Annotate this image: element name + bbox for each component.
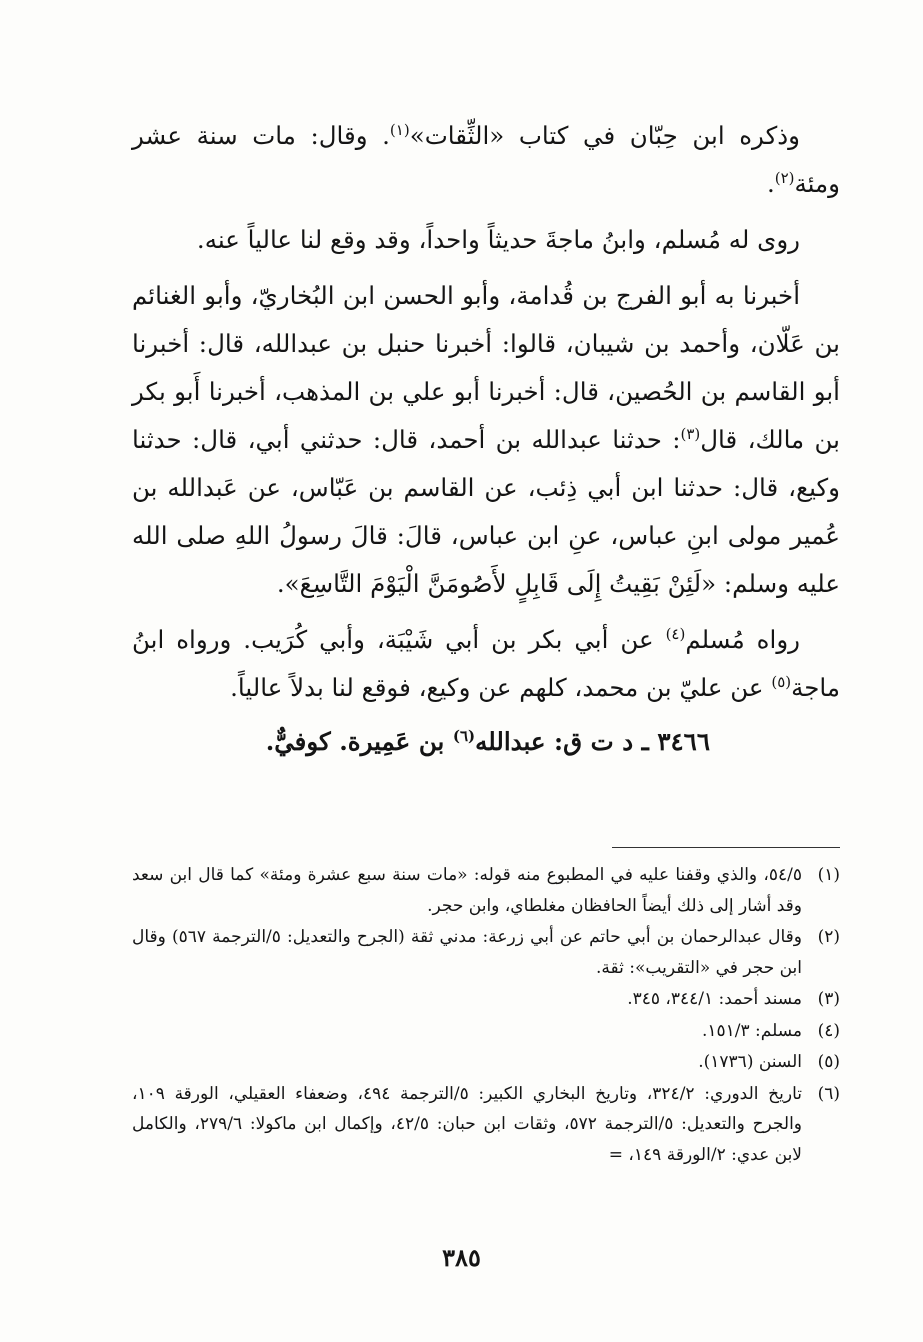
footnote-ref-4[interactable]: (٤) <box>665 624 686 643</box>
footnote-3 <box>132 984 840 1015</box>
footnote-ref-3[interactable]: (٣) <box>680 424 701 443</box>
footnote-text: مسند أحمد: ٣٤٤/١، ٣٤٥. <box>627 989 802 1009</box>
footnote-1 <box>132 860 840 921</box>
footnote-text: مسلم: ١٥١/٣. <box>701 1020 802 1041</box>
text-span: أخبرنا به أبو الفرج بن قُدامة، وأبو الحسن ابن البُخاريّ، وأبو الغنائم بن عَلّان، وأحمد بن شيبان، قالوا: أخبرنا حنبل بن عبدالله، قال: أخبرنا أبو القاسم بن الحُصين، قال: أخبرنا أبو علي بن المذهب، أخبرنا أَبو بكر بن مالك، قال <box>132 281 840 454</box>
footnote-number: (٣) <box>817 989 840 1009</box>
footnote-text: وقال عبدالرحمان بن أبي حاتم عن أبي زرعة: مدني ثقة (الجرح والتعديل: ٥/الترجمة ٥٦٧) وقال ابن حجر في «التقريب»: ثقة. <box>132 927 802 978</box>
footnote-number: (١) <box>817 865 840 885</box>
footnote-number: (٥) <box>817 1052 840 1072</box>
paragraph-2: روى له مُسلم، وابنُ ماجةَ حديثاً واحداً، وقد وقع لنا عالياً عنه. <box>196 225 800 254</box>
footnote-ref-5[interactable]: (٥) <box>771 672 792 691</box>
footnote-number: (٢) <box>817 927 840 947</box>
footnote-text: ٥٤/٥، والذي وقفنا عليه في المطبوع منه قوله: «مات سنة سبع عشرة ومئة» كما قال ابن سعد وقد أشار إلى ذلك أيضاً الحافظان مغلطاي، وابن حجر. <box>132 865 802 916</box>
footnote-5 <box>132 1047 840 1078</box>
text-span: رواه مُسلم <box>685 625 800 654</box>
footnote-ref-1[interactable]: (١) <box>389 120 410 139</box>
footnote-6 <box>132 1079 840 1171</box>
text-span: . وقال: مات سنة عشر ومئة <box>132 121 840 198</box>
text-span: ـ د ت ق: عبدالله <box>475 727 658 756</box>
footnote-separator <box>612 847 840 848</box>
paragraph-1 <box>132 112 840 208</box>
footnote-4 <box>132 1016 840 1047</box>
footnote-ref-6[interactable]: (٦) <box>452 726 476 745</box>
text-span: عن أبي بكر بن أبي شَيْبَة، وأبي كُرَيب. ورواه ابنُ ماجة <box>132 625 840 702</box>
main-text <box>132 112 840 766</box>
footnote-ref-2[interactable]: (٢) <box>774 168 795 187</box>
text-span: وذكره ابن حِبّان في كتاب «الثِّقات» <box>409 121 800 150</box>
entry-number: ٣٤٦٦ <box>657 727 710 756</box>
text-span: بن عَمِيرة. كوفيٌّ. <box>265 727 453 756</box>
entry-heading <box>132 718 840 766</box>
paragraph-3 <box>132 272 840 608</box>
paragraph-4 <box>132 616 840 712</box>
text-span: عن عليّ بن محمد، كلهم عن وكيع، فوقع لنا بدلاً عالياً. <box>230 673 772 702</box>
page-number: ٣٨٥ <box>442 1243 481 1272</box>
footnote-2 <box>132 922 840 983</box>
footnote-text: تاريخ الدوري: ٣٢٤/٢، وتاريخ البخاري الكبير: ٥/الترجمة ٤٩٤، وضعفاء العقيلي، الورقة ١٠٩، والجرح والتعديل: ٥/الترجمة ٥٧٢، وثقات ابن حبان: ٤٢/٥، وإكمال ابن ماكولا: ٢٧٩/٦، والكامل لابن عدي: ٢/الورقة ١٤٩، = <box>132 1083 803 1165</box>
footnote-number: (٤) <box>817 1020 840 1041</box>
footnote-number: (٦) <box>817 1083 840 1104</box>
text-span: . <box>766 169 775 198</box>
footnote-text: السنن (١٧٣٦). <box>698 1052 802 1072</box>
footnotes <box>132 860 840 1171</box>
text-span: : حدثنا عبدالله بن أحمد، قال: حدثني أبي، قال: حدثنا وكيع، قال: حدثنا ابن أبي ذِئب، عن القاسم بن عَبّاس، عن عَبدالله بن عُمير مولى ابنِ عباس، عنِ ابن عباس، قالَ: قالَ رسولُ اللهِ صلى الله عليه وسلم: «لَئِنْ بَقِيتُ إِلَى قَابِلٍ لأَصُومَنَّ الْيَوْمَ التَّاسِعَ». <box>132 425 840 598</box>
